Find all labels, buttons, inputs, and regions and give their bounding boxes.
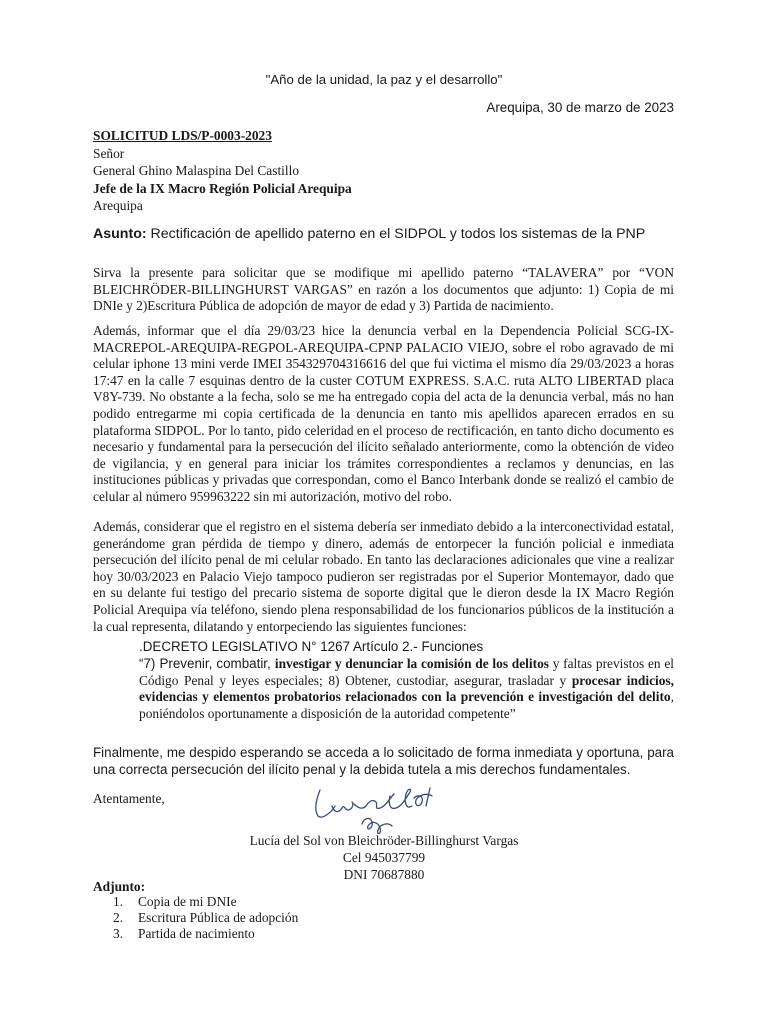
quote-part-4: procesar indicios, evidencias y elementos probatorios relacionados con la prevención e investigación del delito: [139, 672, 674, 705]
signature-block: [0, 833, 768, 884]
addressee-block: [93, 128, 693, 216]
list-item: 2. Escritura Pública de adopción: [113, 910, 299, 925]
subject-line: [93, 226, 693, 243]
quote-part-1: “7) Prevenir, combatir,: [139, 656, 275, 671]
regards-line: Atentamente,: [93, 791, 165, 806]
list-item: 3. Partida de nacimiento: [113, 926, 255, 941]
signer-phone: Cel 945037799: [342, 850, 426, 865]
motto-line: "Año de la unidad, la paz y el desarrollo": [265, 72, 503, 87]
paragraph-closing: Finalmente, me despido esperando se acceda a lo solicitado de forma inmediata y oportuna, para una correcta persecución del ilícito penal y la debida tutela a mis derechos fundamentales.: [93, 745, 674, 777]
addressee-city: Arequipa: [93, 198, 143, 213]
addressee-position: Jefe de la IX Macro Región Policial Arequipa: [93, 180, 352, 196]
decree-quote: [139, 656, 674, 722]
quote-part-3: y faltas previstos en el Código Penal y leyes especiales; 8) Obtener, custodiar, asegurar, trasladar y: [139, 656, 674, 688]
subject-text: Rectificación de apellido paterno en el SIDPOL y todos los sistemas de la PNP: [146, 226, 646, 242]
salutation: Señor: [93, 145, 125, 161]
attachments-list: [113, 894, 298, 942]
attachments-title: Adjunto:: [93, 879, 146, 894]
quote-part-5: , poniéndolos oportunamente a disposición de la autoridad competente”: [139, 689, 674, 721]
paragraph-request: Sirva la presente para solicitar que se modifique mi apellido paterno “TALAVERA” por “VON BLEICHRÖDER-BILLINGHURST VARGAS” en razón a los documentos que adjunto: 1) Copia de mi DNIe y 2)Escritura Pública de adopción de mayor de edad y 3) Partida de nacimiento.: [93, 265, 674, 314]
quote-part-2: investigar y denunciar la comisión de los delitos: [274, 656, 549, 671]
addressee-name: General Ghino Malaspina Del Castillo: [93, 163, 300, 178]
reference-number: SOLICITUD LDS/P-0003-2023: [93, 128, 272, 143]
date-line: Arequipa, 30 de marzo de 2023: [486, 100, 674, 115]
decree-heading: .DECRETO LEGISLATIVO N° 1267 Artículo 2.- Funciones: [139, 639, 484, 654]
paragraph-complaint: Además, informar que el día 29/03/23 hice la denuncia verbal en la Dependencia Policial SCG-IX-MACREPOL-AREQUIPA-REGPOL-AREQUIPA-CPNP PALACIO VIEJO, sobre el robo agravado de mi celular iphone 13 mini verde IMEI 354329704316616 del que fui victima el mismo día 29/03/2023 a horas 17:47 en la calle 7 esquinas dentro de la custer COTUM EXPRESS. S.A.C. ruta ALTO LIBERTAD placa V8Y-739. No obstante a la fecha, solo se me ha entregado copia del acta de la denuncia verbal, más no han podido entregarme mi copia certificada de la denuncia en tanto mis apellidos aparecen errados en su plataforma SIDPOL. Por lo tanto, pido celeridad en el proceso de rectificación, en tanto dicho documento es necesario y fundamental para la persecución del ilícito señalado anteriormente, como la obtención de video de vigilancia, y en general para iniciar los trámites correspondientes a reclamos y denuncias, en las instituciones públicas y privadas que correspondan, como el Banco Interbank donde se realizó el cambio de celular al número 959963222 sin mi autorización, motivo del robo.: [93, 323, 674, 504]
list-item: 1. Copia de mi DNIe: [113, 894, 237, 909]
signer-dni: DNI 70687880: [343, 867, 425, 882]
paragraph-system: Además, considerar que el registro en el sistema debería ser inmediato debido a la interconectividad estatal, generándome gran pérdida de tiempo y dinero, además de entorpecer la función policial e inmediata persecución del ilícito penal de mi celular robado. En tanto las declaraciones adicionales que vine a realizar hoy 30/03/2023 en Palacio Viejo tampoco pudieron ser registradas por el Superior Montemayor, dado que en su delante fui testigo del precario sistema de soporte digital que le dieron desde la IX Macro Región Policial Arequipa vía teléfono, siendo plena responsabilidad de los funcionarios públicos de la institución a la cual representa, dilatando y entorpeciendo las siguientes funciones:: [93, 519, 674, 634]
signer-name: Lucía del Sol von Bleichröder-Billinghurst Vargas: [249, 833, 519, 848]
subject-label: Asunto:: [93, 226, 147, 242]
